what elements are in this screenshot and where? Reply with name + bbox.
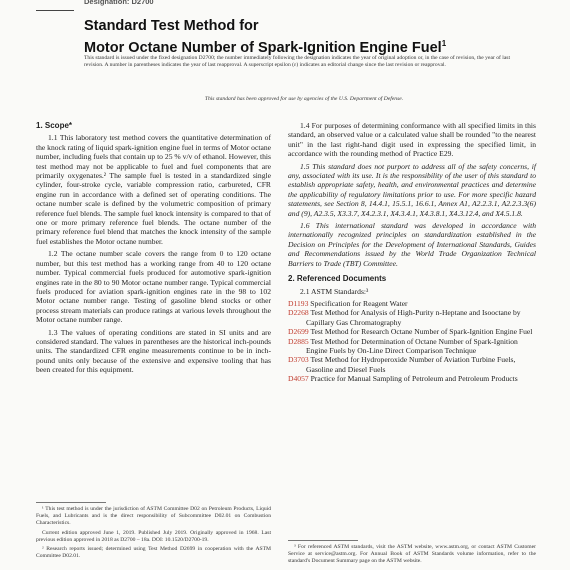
reference-list bbox=[288, 299, 536, 384]
reference-item[interactable] bbox=[288, 299, 536, 308]
reference-code[interactable]: D3703 bbox=[288, 355, 309, 365]
footnote-rule-right bbox=[288, 540, 358, 541]
reference-title: Test Method for Determination of Octane Number of Spark-Ignition Engine Fuels by On-Line Direct Comparison Technique bbox=[306, 336, 518, 355]
document-title bbox=[84, 18, 544, 57]
designation-label: Designation: D2700 bbox=[84, 0, 154, 6]
reference-item[interactable] bbox=[288, 308, 536, 327]
reference-title: Test Method for Hydroperoxide Number of Aviation Turbine Fuels, Gasoline and Diesel Fuels bbox=[306, 355, 516, 374]
paragraph-1-2: 1.2 The octane number scale covers the range from 0 to 120 octane number, but this test method has a working range from 40 to 120 octane number. Typical commercial fuels produced for automotive spark-ignition engines rate in the 80 to 90 Motor octane number range. Typical commercial fuels produced for aviation spark-ignition engines rate in the 98 to 102 Motor octane number range. Testing of gasoline blend stocks or other process stream materials can produce ratings at various levels throughout the Motor octane number range. bbox=[36, 249, 271, 325]
title-line-2-text: Motor Octane Number of Spark-Ignition Engine Fuel bbox=[84, 39, 442, 56]
reference-item[interactable] bbox=[288, 374, 536, 383]
footnotes-right bbox=[288, 544, 536, 568]
astm-logo bbox=[36, 0, 74, 11]
footnote-2: ² Research reports issued; determined using Test Method D2699 in cooperation with the ASTM Committee D02.01. bbox=[36, 546, 271, 560]
section-heading-scope: 1. Scope* bbox=[36, 121, 73, 130]
footnote-rule-left bbox=[36, 502, 106, 503]
title-line-2 bbox=[84, 35, 544, 57]
paragraph-1-1: 1.1 This laboratory test method covers the quantitative determination of the knock rating of liquid spark-ignition engine fuel in terms of Motor octane number, including fuels that contain up to 25 % v/v of ethanol. However, this test method may not be applicable to fuel and fuel components that are primarily oxygenates.² The sample fuel is tested in a standardized single cylinder, four-stroke cycle, variable compression ratio, carbureted, CFR engine run in accordance with a defined set of operating conditions. The octane number scale is defined by the volumetric composition of primary reference fuel blends. The sample fuel knock intensity is compared to that of one or more primary reference fuel blends. The octane number of the primary reference fuel blend that matches the knock intensity of the sample fuel establishes the Motor octane number. bbox=[36, 133, 271, 246]
right-column bbox=[288, 121, 536, 384]
reference-code[interactable]: D2885 bbox=[288, 336, 309, 346]
footnote-3: ³ For referenced ASTM standards, visit the ASTM website, www.astm.org, or contact ASTM Customer Service at service@astm.org. For Annual Book of ASTM Standards volume information, refer to the standard's Document Summary page on the ASTM website. bbox=[288, 544, 536, 565]
reference-code[interactable]: D4057 bbox=[288, 374, 309, 384]
title-line-1: Standard Test Method for bbox=[84, 18, 259, 34]
reference-item[interactable] bbox=[288, 355, 536, 374]
reference-item[interactable] bbox=[288, 327, 536, 336]
footnote-1: ¹ This test method is under the jurisdiction of ASTM Committee D02 on Petroleum Products, Liquid Fuels, and Lubricants and is the direct responsibility of Subcommittee D02.01 on Combustion Characteristics. bbox=[36, 506, 271, 527]
reference-title: Test Method for Analysis of High-Purity n-Heptane and Isooctane by Capillary Gas Chromatography bbox=[306, 308, 521, 327]
reference-item[interactable] bbox=[288, 337, 536, 356]
reference-title: Test Method for Research Octane Number of Spark-Ignition Engine Fuel bbox=[310, 327, 533, 337]
issue-notice: This standard is issued under the fixed designation D2700; the number immediately following the designation indicates the year of original adoption or, in the case of revision, the year of last revision. A number in parentheses indicates the year of last reapproval. A superscript epsilon (ε) indicates an editorial change since the last revision or reapproval. bbox=[84, 55, 511, 69]
reference-code[interactable]: D2268 bbox=[288, 308, 309, 318]
paragraph-1-5: 1.5 This standard does not purport to address all of the safety concerns, if any, associated with its use. It is the responsibility of the user of this standard to establish appropriate safety, health, and environmental practices and determine the applicability of regulatory limitations prior to use. For more specific hazard statements, see Section 8, 14.4.1, 15.5.1, 16.6.1, Annex A1, A2.2.3.1, A2.2.3.3(6) and (9), A2.3.5, X3.3.7, X4.2.3.1, X4.3.4.1, X4.3.8.1, X4.3.12.4, and X4.5.1.8. bbox=[288, 161, 536, 218]
reference-code[interactable]: D1193 bbox=[288, 298, 309, 308]
section-heading-references: 2. Referenced Documents bbox=[288, 274, 387, 284]
footnotes-left bbox=[36, 506, 271, 562]
paragraph-1-6: 1.6 This international standard was developed in accordance with internationally recognized principles on standardization established in the Decision on Principles for the Development of International Standards, Guides and Recommendations issued by the World Trade Organization Technical Barriers to Trade (TBT) Committee. bbox=[288, 221, 536, 268]
dod-notice: This standard has been approved for use by agencies of the U.S. Department of Defense. bbox=[204, 96, 404, 102]
paragraph-1-4: 1.4 For purposes of determining conformance with all specified limits in this standard, an observed value or a calculated value shall be rounded "to the nearest unit" in the last right-hand digit used in expressing the specified limit, in accordance with the rounding method of Practice E29. bbox=[288, 121, 536, 159]
reference-title: Specification for Reagent Water bbox=[310, 298, 408, 308]
title-footnote-marker: 1 bbox=[441, 39, 447, 48]
left-column bbox=[36, 121, 271, 378]
reference-title: Practice for Manual Sampling of Petroleum and Petroleum Products bbox=[310, 374, 518, 384]
footnote-1-edition: Current edition approved June 1, 2019. Published July 2019. Originally approved in 1968. Last previous edition approved in 2018 as D2700 – 18a. DOI: 10.1520/D2700-19. bbox=[36, 529, 271, 543]
references-intro: 2.1 ASTM Standards:³ bbox=[300, 286, 369, 296]
paragraph-1-3: 1.3 The values of operating conditions are stated in SI units and are considered standard. The values in parentheses are the historical inch-pounds units. The standardized CFR engine measurements continue to be in inch-pound units only because of the extensive and expensive tooling that has been created for this equipment. bbox=[36, 327, 271, 375]
reference-code[interactable]: D2699 bbox=[288, 327, 309, 337]
